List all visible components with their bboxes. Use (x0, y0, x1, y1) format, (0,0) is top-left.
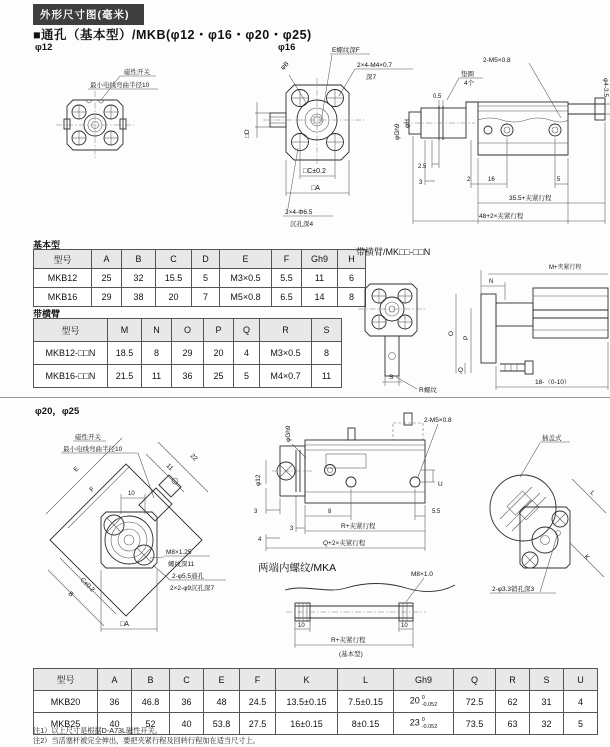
r-thread-label: R螺纹 (419, 387, 437, 394)
cell: 24.5 (240, 691, 276, 713)
arm-flange-side (481, 294, 496, 363)
k-dim-label: K (582, 553, 591, 562)
mka-drawing (246, 558, 476, 663)
washer-label: 垫圈 (461, 71, 474, 78)
wire-radius-label: 最小电线弯曲半径10 (90, 82, 150, 89)
cell: 48 (204, 691, 240, 713)
sqA-dim-label: □A (311, 185, 320, 192)
sqC-dim-label: □C±0.2 (303, 168, 326, 175)
dim-5: 5 (557, 177, 561, 183)
column-header: K (276, 669, 338, 691)
cell: 36 (98, 691, 132, 713)
range-dim-label: 18-（0-10） (535, 379, 571, 386)
total-stroke-dim-label: 48+2×夹紧行程 (479, 213, 524, 220)
cell: MKB16 (34, 288, 92, 307)
column-header: D (192, 250, 220, 269)
heading-phi12: φ12 (35, 42, 53, 53)
cell: 25 (92, 269, 122, 288)
phiG-label: φGh9 (285, 425, 292, 442)
column-header: N (142, 319, 172, 342)
cell: M5×0.8 (220, 288, 272, 307)
cell: 7.5±0.15 (338, 691, 394, 713)
clamp-stroke-dim-label: 35.5+夹紧行程 (509, 195, 552, 202)
corner-bolts-label: 2×4-M4×0.7 (357, 62, 393, 69)
column-header: S (312, 319, 342, 342)
column-header: U (564, 669, 598, 691)
page-header-badge: 外形尺寸图(毫米) (33, 4, 144, 25)
washer-qty-label: 4个 (464, 80, 475, 87)
cell: 4 (564, 691, 598, 713)
cell: 40 (98, 713, 132, 735)
dim-10-left: 10 (298, 623, 305, 629)
m8-thread-label: M8×1.0 (411, 571, 433, 578)
dim-10-right: 10 (401, 623, 408, 629)
o-dim-label: O (448, 330, 455, 336)
cell: 7 (192, 288, 220, 307)
table-row (34, 365, 342, 388)
column-header: B (122, 250, 156, 269)
cell: 29 (92, 288, 122, 307)
cell: 5 (192, 269, 220, 288)
cell: MKB16-□□N (34, 365, 108, 388)
magnetic-switch-label: 磁性开关 (124, 69, 150, 76)
phi16-side-view-drawing (391, 48, 610, 243)
cell: 32 (122, 269, 156, 288)
table-row (34, 269, 366, 288)
cell: 73.5 (454, 713, 496, 735)
dim-3b: 3 (290, 526, 294, 532)
mka-title: 两端内螺纹/MKA (258, 562, 337, 574)
cell: 5 (564, 713, 598, 735)
cell: 20 (204, 342, 234, 365)
basic-dimensions-table (33, 249, 366, 307)
cover-type-label: 插盖式 (542, 435, 562, 442)
column-header: Gh9 (302, 250, 338, 269)
cell: 11 (302, 269, 338, 288)
table-row (34, 288, 366, 307)
cell: 8 (142, 342, 172, 365)
header-row (34, 250, 366, 269)
p-dim-label: P (463, 335, 470, 340)
u-dim-label: U (438, 481, 443, 488)
cell: 5.5 (272, 269, 302, 288)
dim-2p5: 2.5 (418, 164, 427, 170)
counterbore-label: 2×2-φ9沉孔深7 (170, 585, 215, 592)
clamp-body (305, 440, 425, 503)
cell: 27.5 (240, 713, 276, 735)
arm-variant-drawing (353, 258, 610, 398)
q-stroke-dim-label: Q+2×夹紧行程 (323, 540, 366, 547)
header-row (34, 669, 598, 691)
cell: 13.5±0.15 (276, 691, 338, 713)
cell: 15.5 (156, 269, 192, 288)
arm-flange-outline (365, 284, 417, 336)
column-header: A (92, 250, 122, 269)
cell: 5 (234, 365, 260, 388)
cell: 38 (122, 288, 156, 307)
dim-2: 2 (467, 177, 471, 183)
cell: 53.8 (204, 713, 240, 735)
c-dim-label: C±0.2 (78, 576, 96, 594)
cell: MKB12-□□N (34, 342, 108, 365)
cell: 32 (530, 713, 564, 735)
m5-ports-label: 2-M5×0.8 (424, 417, 452, 424)
s-dim-label: S (389, 374, 394, 381)
cell: 21.5 (108, 365, 142, 388)
cell: 62 (496, 691, 530, 713)
sqD-label: □D (244, 129, 251, 138)
cell: 40 (170, 713, 204, 735)
column-header: C (170, 669, 204, 691)
phi4-slot-label: φ4-3.5 (602, 78, 609, 98)
l-dim-label: L (588, 489, 597, 497)
arm-cylinder-side (496, 303, 533, 326)
arm-drawing-title: 带横臂/MK□□-□□N (356, 247, 431, 257)
toleranced-value: 23 0 -0.052 (394, 713, 454, 735)
dim-10-label: 10 (128, 491, 135, 497)
pin-hole-label: 2-φ3.3销孔深3 (492, 586, 535, 593)
column-header: Q (454, 669, 496, 691)
cell: 36 (170, 691, 204, 713)
column-header: M (108, 319, 142, 342)
column-header: 型号 (34, 669, 98, 691)
dim-16: 16 (488, 177, 495, 183)
sqA-dim-label: □A (120, 621, 129, 628)
cell: 46.8 (132, 691, 170, 713)
m8-depth-label: 螺纹深11 (168, 561, 195, 568)
phi12-front-view-drawing (28, 55, 238, 235)
cell: 14 (302, 288, 338, 307)
dim-3a: 3 (254, 509, 258, 515)
column-header: P (204, 319, 234, 342)
r-stroke-dim-label: R+夹紧行程 (341, 523, 376, 530)
section-divider (0, 397, 610, 398)
cell: 72.5 (454, 691, 496, 713)
m-stroke-dim-label: M+夹紧行程 (549, 265, 582, 271)
dim-22-label: 22 (188, 452, 199, 463)
counterbore-depth-label: 沉孔深4 (290, 221, 314, 228)
m5-ports-label: 2-M5×0.8 (483, 57, 511, 64)
column-header: B (132, 669, 170, 691)
cell: 25 (204, 365, 234, 388)
cell: 6 (338, 269, 366, 288)
column-header: C (156, 250, 192, 269)
table-row (34, 342, 342, 365)
phiH-label: φH (404, 119, 411, 128)
counterbore-label: 2×4-Φ6.5 (285, 209, 313, 216)
dim-3: 3 (419, 180, 423, 186)
cell: MKB12 (34, 269, 92, 288)
column-header: F (272, 250, 302, 269)
cell: 8±0.15 (338, 713, 394, 735)
column-header: E (220, 250, 272, 269)
corner-bolts-depth-label: 深7 (366, 74, 377, 81)
cell: 20 (156, 288, 192, 307)
m8-thread-label: M8×1.25 (166, 549, 192, 556)
toleranced-value: 20 0 -0.052 (394, 691, 454, 713)
wire-radius-label: 最小电线弯曲半径10 (63, 446, 123, 453)
phi20-front-view-drawing (26, 410, 266, 655)
column-header: 型号 (34, 250, 92, 269)
section-title: ■通孔（基本型）/MKB(φ12・φ16・φ20・φ25) (33, 28, 312, 42)
phi20-25-dimensions-table (33, 668, 598, 735)
cell: 11 (312, 365, 342, 388)
cell: M3×0.5 (260, 342, 312, 365)
q-dim-label: Q (458, 367, 464, 374)
table-row (34, 691, 598, 713)
cell: MKB25 (34, 713, 98, 735)
f-dim-label: F (88, 485, 97, 494)
dim-5p5: 5.5 (432, 509, 441, 515)
dim-11-label: 11 (164, 462, 175, 473)
footnote-2: 注2）当活塞杆被完全伸出，要把夹紧行程及回转行程加在适当尺寸上。 (33, 736, 260, 746)
through-hole-label: 2-φ5.5通孔 (172, 573, 205, 580)
cell: MKB20 (34, 691, 98, 713)
cell: 31 (530, 691, 564, 713)
clamp-bar-side (533, 288, 608, 338)
basic-table-caption: 基本型 (33, 240, 61, 250)
footnote-1: 注1）以上尺寸是根据D-A73L磁性开关。 (33, 726, 162, 735)
dim-4: 4 (258, 537, 262, 543)
column-header: Gh9 (394, 669, 454, 691)
cell: 36 (172, 365, 204, 388)
cell: 8 (338, 288, 366, 307)
cross-arm (385, 336, 399, 376)
column-header: Q (234, 319, 260, 342)
column-header: H (338, 250, 366, 269)
cell: 8 (312, 342, 342, 365)
cell: 29 (172, 342, 204, 365)
column-header: L (338, 669, 394, 691)
column-header: S (530, 669, 564, 691)
header-row (34, 319, 342, 342)
cell: M4×0.7 (260, 365, 312, 388)
column-header: 型号 (34, 319, 108, 342)
column-header: E (204, 669, 240, 691)
thread-depth-label: E螺纹深F (332, 47, 360, 54)
e-dim-label: E (72, 465, 81, 474)
column-header: F (240, 669, 276, 691)
column-header: A (98, 669, 132, 691)
heading-phi16: φ16 (278, 42, 296, 53)
cover-type-detail-drawing (456, 413, 610, 623)
dim-0p5: 0.5 (433, 94, 442, 100)
phiG-label: φGh9 (394, 123, 401, 140)
cell: 52 (132, 713, 170, 735)
cell: 16±0.15 (276, 713, 338, 735)
column-header: R (496, 669, 530, 691)
cell: 6.5 (272, 288, 302, 307)
magnetic-switch-label: 磁性开关 (75, 434, 101, 441)
phiB-label: φB (279, 60, 291, 72)
cell: 63 (496, 713, 530, 735)
phi20-side-view-drawing (238, 410, 465, 565)
arm-dimensions-table (33, 318, 342, 388)
column-header: O (172, 319, 204, 342)
heading-phi20-25: φ20，φ25 (35, 406, 80, 417)
dim-8: 8 (328, 509, 332, 515)
column-header: R (260, 319, 312, 342)
cell: 4 (234, 342, 260, 365)
cell: M3×0.5 (220, 269, 272, 288)
phi12-label: φ12 (255, 474, 262, 486)
n-dim-label: N (489, 279, 494, 285)
arm-table-caption: 带横臂 (33, 309, 61, 319)
basic-type-note: (基本型) (339, 651, 363, 658)
b-dim-label: B (66, 590, 75, 599)
r-stroke-dim-label: R+夹紧行程 (331, 637, 366, 644)
cell: 11 (142, 365, 172, 388)
cell: 18.5 (108, 342, 142, 365)
